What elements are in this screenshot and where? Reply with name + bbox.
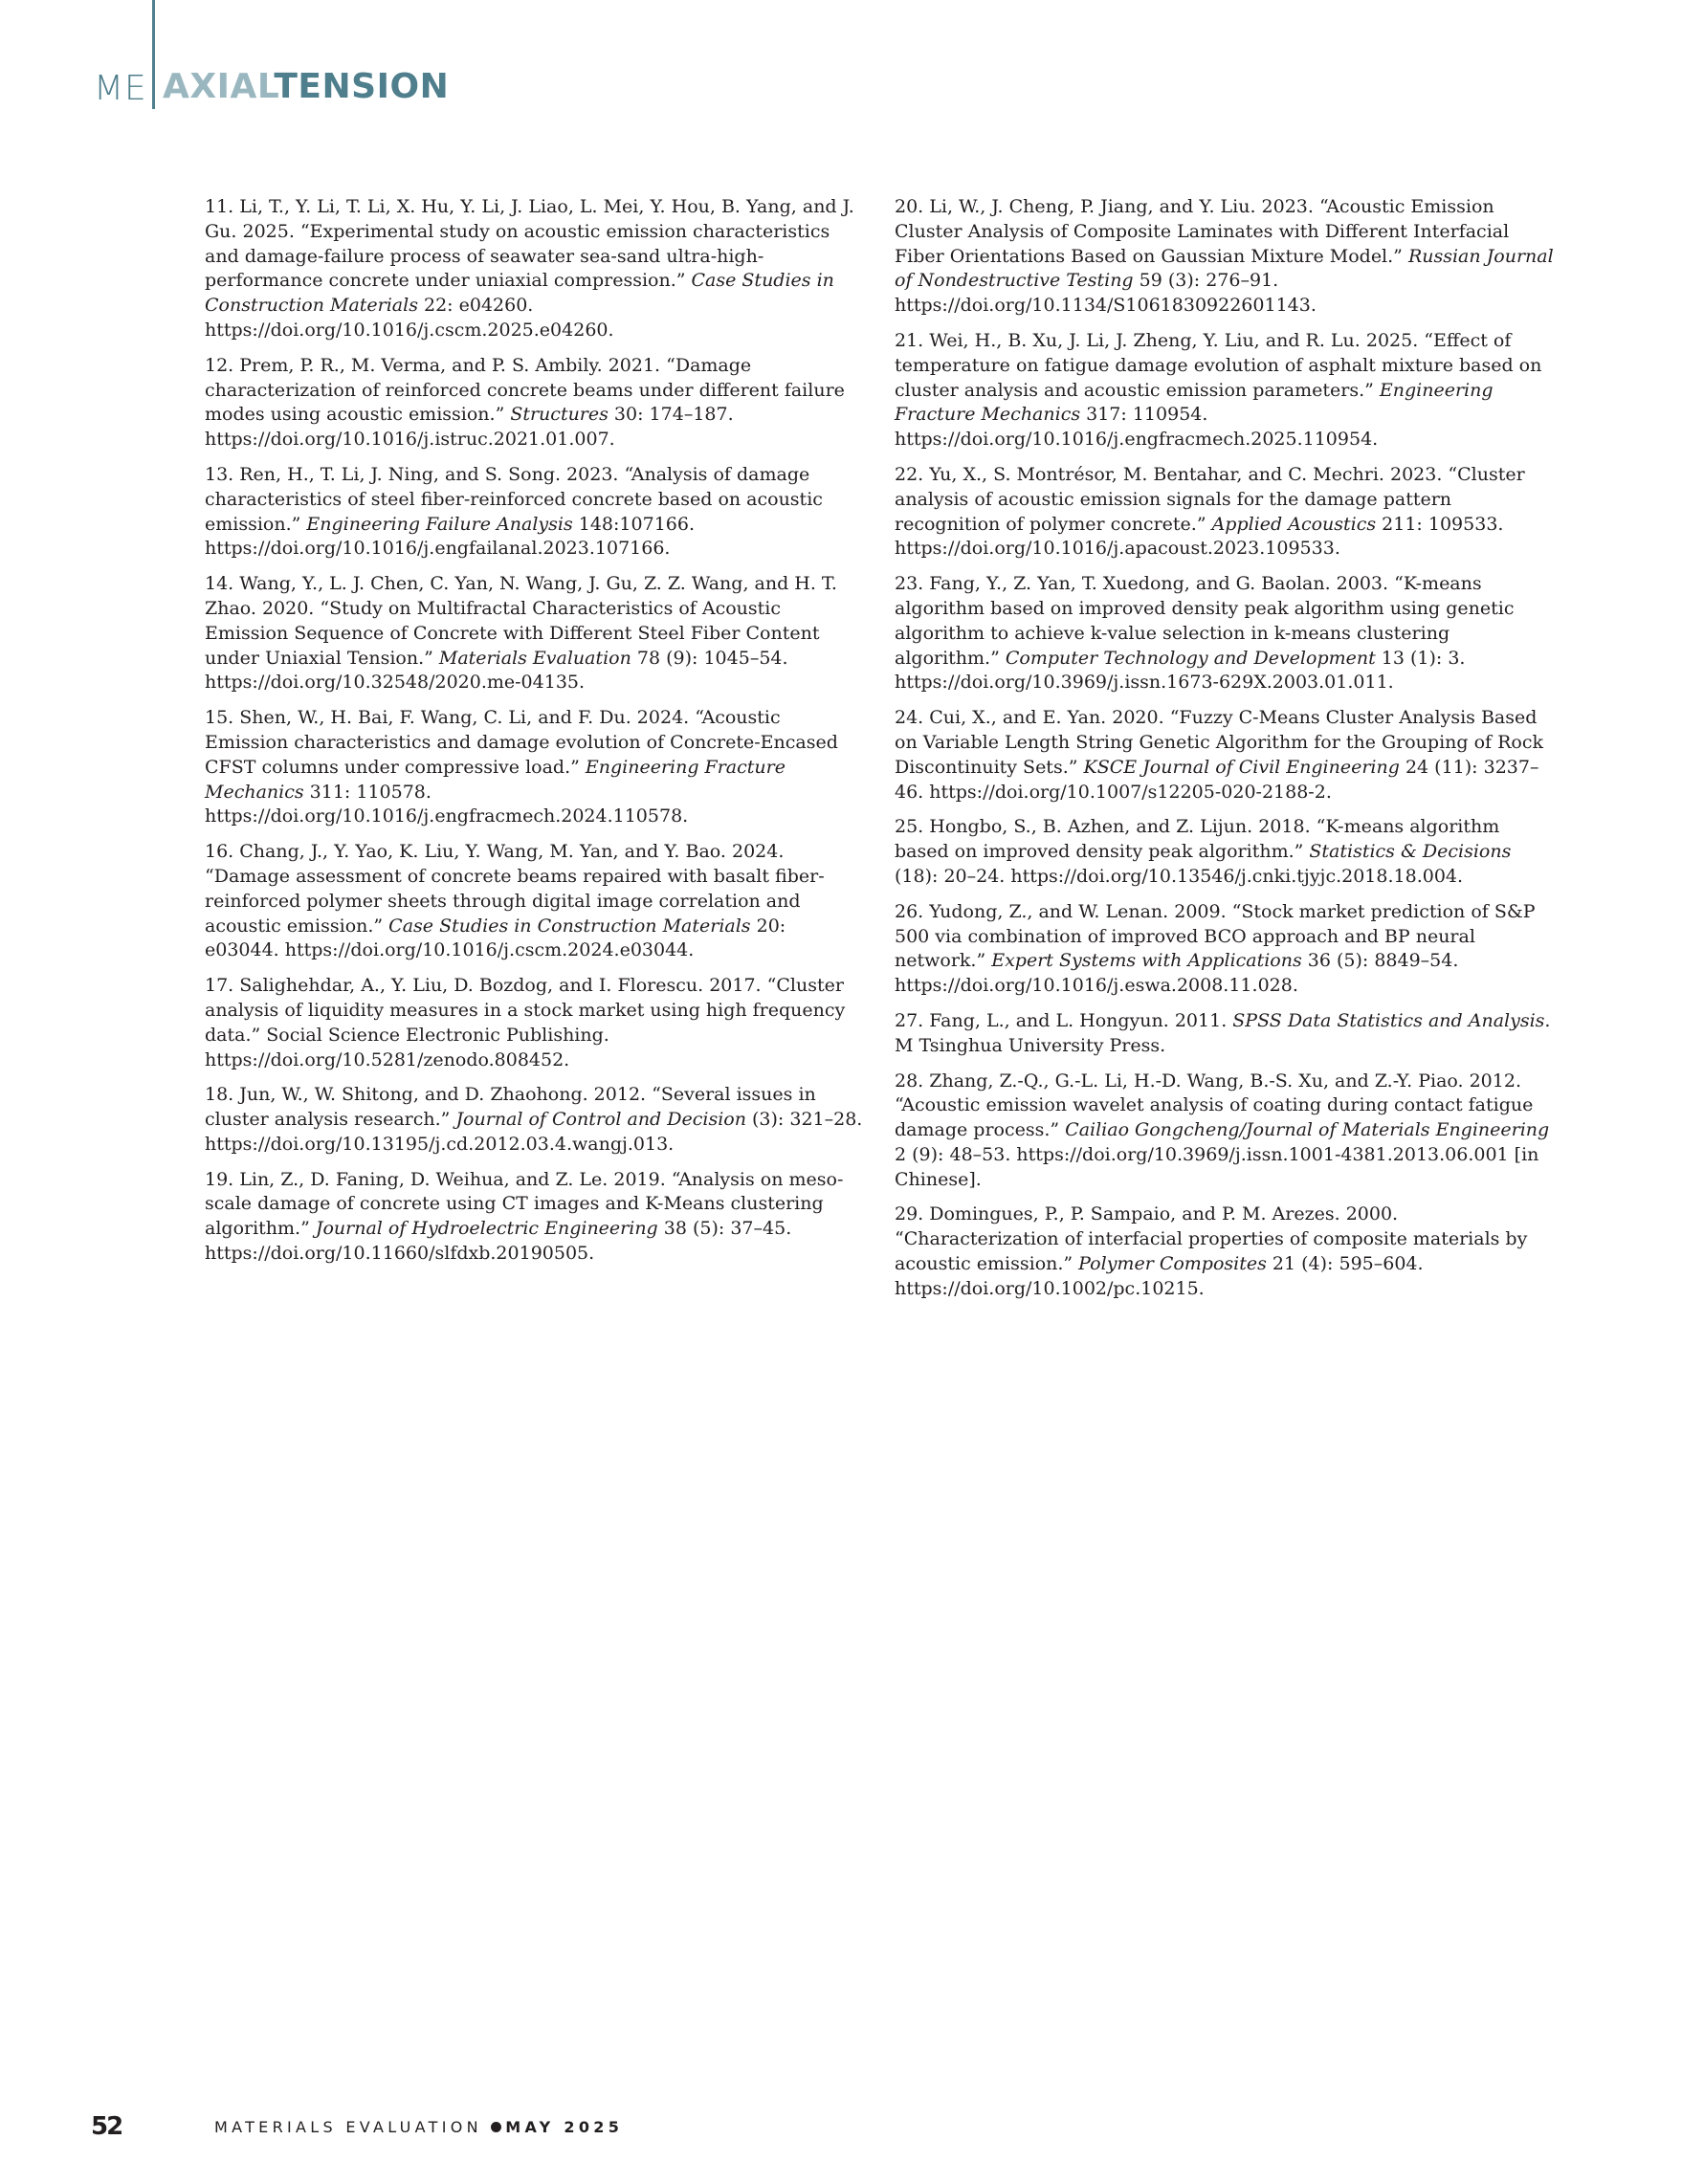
reference-text: 14. Wang, Y., L. J. Chen, C. Yan, N. Wang, J. Gu, Z. Z. Wang, and H. T. Zhao. 2020. “Study on Multifractal Characteristics of Acoustic Emission Sequence of Concrete with Different Steel Fiber Content under Uniaxial Tension.” <box>205 573 837 669</box>
reference-journal: Computer Technology and Development <box>1005 647 1376 669</box>
bullet-separator-icon <box>491 2122 501 2132</box>
reference-journal: Journal of Control and Decision <box>455 1109 746 1131</box>
reference-text: 12. Prem, P. R., M. Verma, and P. S. Ambily. 2021. “Damage characterization of reinforced concrete beams under different failure modes using acoustic emission.” <box>205 354 845 426</box>
section-label: ME <box>94 69 147 108</box>
reference-entry <box>895 1070 1555 1193</box>
reference-entry <box>895 706 1555 805</box>
reference-details: 148:107166. https://doi.org/10.1016/j.engfailanal.2023.107166. <box>205 513 695 560</box>
reference-journal: Engineering Fracture Mechanics <box>205 756 786 803</box>
footer-publication <box>214 2118 623 2136</box>
reference-entry <box>205 195 865 343</box>
page-footer <box>0 2105 1682 2152</box>
title-part-axial: AXIAL <box>163 67 275 106</box>
reference-journal: Cailiao Gongcheng/Journal of Materials Engineering <box>1065 1119 1550 1141</box>
reference-entry <box>205 354 865 452</box>
reference-text: 15. Shen, W., H. Bai, F. Wang, C. Li, and F. Du. 2024. “Acoustic Emission characteristics and damage evolution of Concrete-Encased CFST columns under compressive load.” <box>205 707 838 778</box>
reference-details: 20: e03044. https://doi.org/10.1016/j.cscm.2024.e03044. <box>205 915 786 961</box>
reference-details: 2 (9): 48–53. https://doi.org/10.3969/j.issn.1001-4381.2013.06.001 [in Chinese]. <box>895 1143 1539 1190</box>
reference-details: 38 (5): 37–45. https://doi.org/10.11660/slfdxb.20190505. <box>205 1218 792 1265</box>
reference-details: 21 (4): 595–604. https://doi.org/10.1002/pc.10215. <box>895 1253 1424 1299</box>
reference-entry <box>895 463 1555 562</box>
reference-journal: Applied Acoustics <box>1211 513 1377 535</box>
reference-details: 36 (5): 8849–54. https://doi.org/10.1016/j.eswa.2008.11.028. <box>895 950 1459 997</box>
reference-details: 311: 110578. https://doi.org/10.1016/j.engfracmech.2024.110578. <box>205 781 689 827</box>
reference-text: 21. Wei, H., B. Xu, J. Li, J. Zheng, Y. Liu, and R. Lu. 2025. “Effect of temperature on fatigue damage evolution of asphalt mixture based on cluster analysis and acoustic emission parameters.” <box>895 329 1542 401</box>
reference-text: 18. Jun, W., W. Shitong, and D. Zhaohong. 2012. “Several issues in cluster analysis research.” <box>205 1084 816 1131</box>
header-divider <box>152 0 155 109</box>
reference-entry <box>205 1168 865 1267</box>
reference-entry <box>895 815 1555 889</box>
reference-text: 29. Domingues, P., P. Sampaio, and P. M. Arezes. 2000. “Characterization of interfacial properties of composite materials by acoustic emission.” <box>895 1203 1528 1275</box>
reference-entry <box>895 329 1555 452</box>
reference-entry <box>895 572 1555 695</box>
reference-entry <box>205 706 865 829</box>
reference-entry <box>205 572 865 695</box>
reference-details: . M Tsinghua University Press. <box>895 1009 1551 1056</box>
reference-details: 13 (1): 3. https://doi.org/10.3969/j.issn.1673-629X.2003.01.011. <box>895 647 1466 694</box>
references-right-column <box>895 195 1555 1313</box>
reference-text: 25. Hongbo, S., B. Azhen, and Z. Lijun. 2018. “K-means algorithm based on improved density peak algorithm.” <box>895 816 1500 863</box>
reference-text: 26. Yudong, Z., and W. Lenan. 2009. “Stock market prediction of S&P 500 via combination of improved BCO approach and BP neural network.” <box>895 900 1536 972</box>
reference-text: 11. Li, T., Y. Li, T. Li, X. Hu, Y. Li, J. Liao, L. Mei, Y. Hou, B. Yang, and J. Gu. 2025. “Experimental study on acoustic emission characteristics and damage-failure process of seawater sea-sand ultra-high-performance concrete under uniaxial compression.” <box>205 196 854 292</box>
reference-journal: SPSS Data Statistics and Analysis <box>1232 1009 1545 1031</box>
reference-entry <box>895 1202 1555 1301</box>
reference-journal: Journal of Hydroelectric Engineering <box>315 1218 658 1240</box>
issue-date: MAY 2025 <box>505 2118 624 2136</box>
reference-journal: Engineering Fracture Mechanics <box>895 379 1494 426</box>
reference-text: 13. Ren, H., T. Li, J. Ning, and S. Song. 2023. “Analysis of damage characteristics of steel fiber-reinforced concrete based on acoustic emission.” <box>205 463 823 535</box>
reference-details: 59 (3): 276–91. https://doi.org/10.1134/S1061830922601143. <box>895 270 1317 317</box>
reference-entry <box>895 900 1555 999</box>
reference-text: 24. Cui, X., and E. Yan. 2020. “Fuzzy C-Means Cluster Analysis Based on Variable Length String Genetic Algorithm for the Grouping of Rock Discontinuity Sets.” <box>895 707 1544 778</box>
reference-entry <box>205 1083 865 1157</box>
reference-entry <box>895 1009 1555 1059</box>
reference-text: 20. Li, W., J. Cheng, P. Jiang, and Y. Liu. 2023. “Acoustic Emission Cluster Analysis of Composite Laminates with Different Interfacial Fiber Orientations Based on Gaussian Mixture Model.” <box>895 196 1510 267</box>
reference-details: 30: 174–187. https://doi.org/10.1016/j.istruc.2021.01.007. <box>205 404 734 451</box>
reference-entry <box>205 463 865 562</box>
reference-journal: Statistics & Decisions <box>1309 841 1512 863</box>
article-section-title <box>163 67 449 106</box>
reference-details: 211: 109533. https://doi.org/10.1016/j.apacoust.2023.109533. <box>895 513 1504 560</box>
reference-journal: Engineering Failure Analysis <box>306 513 573 535</box>
reference-entry <box>205 840 865 963</box>
reference-details: (18): 20–24. https://doi.org/10.13546/j.cnki.tjyjc.2018.18.004. <box>895 865 1464 887</box>
reference-entry <box>895 195 1555 319</box>
reference-entry <box>205 974 865 1072</box>
reference-details: 78 (9): 1045–54. https://doi.org/10.32548/2020.me-04135. <box>205 647 788 694</box>
running-header <box>0 0 574 115</box>
references-left-column <box>205 195 865 1277</box>
reference-journal: Case Studies in Construction Materials <box>388 915 751 937</box>
reference-text: 22. Yu, X., S. Montrésor, M. Bentahar, and C. Mechri. 2023. “Cluster analysis of acoustic emission signals for the damage pattern recognition of polymer concrete.” <box>895 463 1525 535</box>
reference-journal: Russian Journal of Nondestructive Testing <box>895 245 1554 292</box>
reference-details: 24 (11): 3237–46. https://doi.org/10.1007/s12205-020-2188-2. <box>895 756 1539 803</box>
reference-text: 27. Fang, L., and L. Hongyun. 2011. <box>895 1009 1233 1031</box>
reference-journal: KSCE Journal of Civil Engineering <box>1083 756 1400 778</box>
reference-journal: Expert Systems with Applications <box>991 950 1302 972</box>
reference-text: 16. Chang, J., Y. Yao, K. Liu, Y. Wang, M. Yan, and Y. Bao. 2024. “Damage assessment of concrete beams repaired with basalt fiber-reinforced polymer sheets through digital image correlation and acoustic emission.” <box>205 841 825 937</box>
reference-text: 28. Zhang, Z.-Q., G.-L. Li, H.-D. Wang, B.-S. Xu, and Z.-Y. Piao. 2012. “Acoustic emission wavelet analysis of coating during contact fatigue damage process.” <box>895 1070 1534 1141</box>
reference-details: 22: e04260. https://doi.org/10.1016/j.cscm.2025.e04260. <box>205 295 614 341</box>
reference-text: 19. Lin, Z., D. Faning, D. Weihua, and Z. Le. 2019. “Analysis on meso-scale damage of concrete using CT images and K-Means clustering algorithm.” <box>205 1168 844 1240</box>
reference-journal: Case Studies in Construction Materials <box>205 270 834 317</box>
reference-text: 17. Salighehdar, A., Y. Liu, D. Bozdog, and I. Florescu. 2017. “Cluster analysis of liquidity measures in a stock market using high frequency data.” Social Science Electronic Publishing. https://doi.org/10.5281/zenodo.808452. <box>205 975 846 1070</box>
reference-journal: Polymer Composites <box>1078 1253 1267 1275</box>
page-number: 52 <box>91 2112 122 2141</box>
reference-details: (3): 321–28. https://doi.org/10.13195/j.cd.2012.03.4.wangj.013. <box>205 1109 863 1155</box>
reference-journal: Materials Evaluation <box>438 647 631 669</box>
reference-text: 23. Fang, Y., Z. Yan, T. Xuedong, and G. Baolan. 2003. “K-means algorithm based on improved density peak algorithm using genetic algorithm to achieve k-value selection in k-means clustering algorithm.” <box>895 573 1515 669</box>
title-part-tension: TENSION <box>274 67 450 106</box>
reference-details: 317: 110954. https://doi.org/10.1016/j.engfracmech.2025.110954. <box>895 404 1379 451</box>
magazine-name: MATERIALS EVALUATION <box>214 2118 482 2136</box>
reference-journal: Structures <box>510 404 609 426</box>
